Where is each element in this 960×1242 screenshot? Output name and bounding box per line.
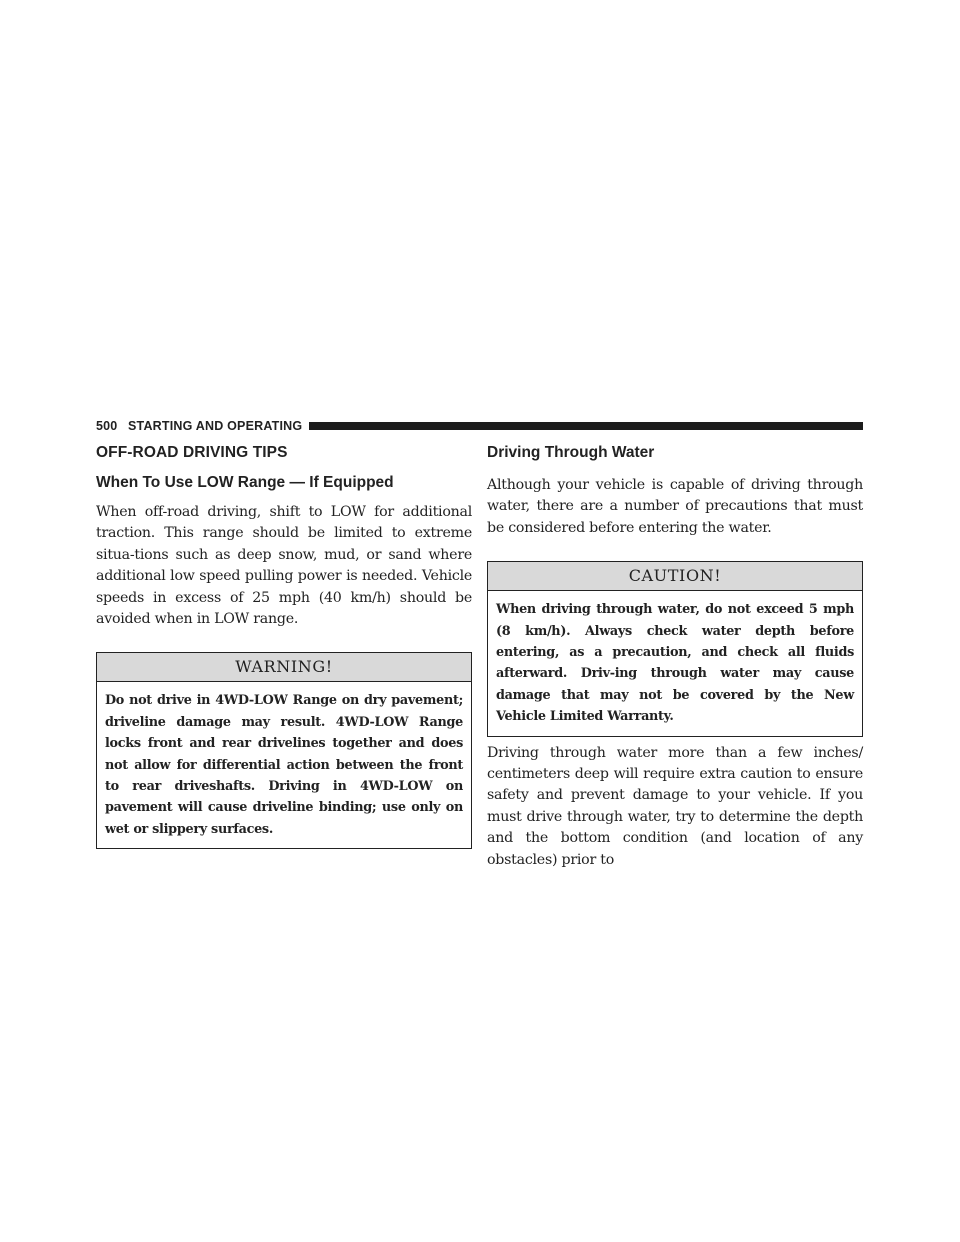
caution-heading: CAUTION! — [488, 562, 862, 591]
water-heading: Driving Through Water — [487, 444, 655, 461]
section-title: OFF-ROAD DRIVING TIPS — [96, 444, 288, 461]
warning-box — [96, 652, 472, 849]
water-detail-paragraph: Driving through water more than a few inches/ centimeters deep will require extra caution to ensure safety and prevent damage to your vehicle. If you must drive through water, try to determine the depth and the bottom condition (and location of any obstacles) prior to — [487, 744, 863, 868]
header-rule — [309, 422, 863, 430]
page-header — [96, 419, 863, 433]
page-number: 500 — [96, 419, 118, 433]
warning-heading: WARNING! — [97, 653, 471, 682]
low-range-paragraph: When off-road driving, shift to LOW for additional traction. This range should be limited to extreme situa-tions such as deep snow, mud, or sand where additional low speed pulling power is needed. Vehicle speeds in excess of 25 mph (40 km/h) should be avoided when in LOW range. — [96, 504, 472, 628]
section-name: STARTING AND OPERATING — [128, 419, 303, 433]
warning-text: Do not drive in 4WD-LOW Range on dry pavement; driveline damage may result. 4WD-LOW Range locks front and rear drivelines together and does not allow for differential action between the front to rear driveshafts. Driving in 4WD-LOW on pavement will cause driveline binding; use only on wet or slippery surfaces. — [105, 693, 463, 837]
caution-box — [487, 561, 863, 736]
low-range-heading: When To Use LOW Range — If Equipped — [96, 474, 394, 491]
caution-text: When driving through water, do not exceed 5 mph (8 km/h). Always check water depth before entering, as a precaution, and check all fluids afterward. Driv-ing through water may cause damage that may not be covered by the New Vehicle Limited Warranty. — [496, 602, 854, 725]
left-column — [96, 443, 472, 849]
water-intro-paragraph: Although your vehicle is capable of driving through water, there are a number of precautions that must be considered before entering the water. — [487, 477, 863, 536]
right-column — [487, 443, 863, 871]
